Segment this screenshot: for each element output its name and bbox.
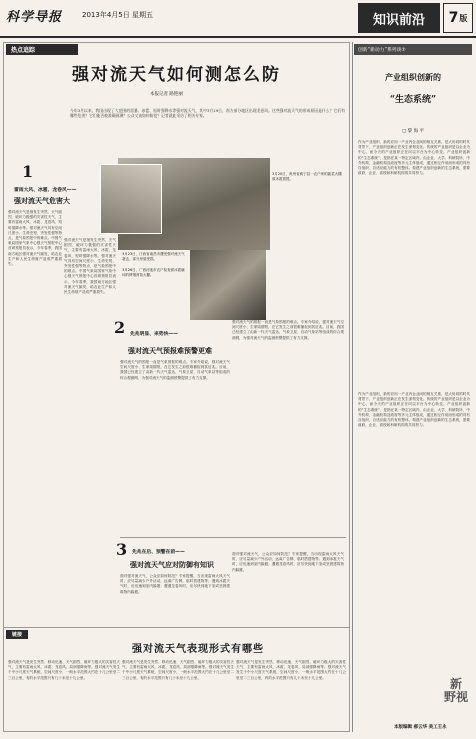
page-number: 7 版: [443, 3, 473, 33]
photo-hail-damage: [190, 250, 266, 320]
photo-caption-3: 3月26日，广西河池市农户检查被冰雹砸坏的烤烟育苗大棚。: [122, 268, 185, 277]
section-rule: [120, 537, 346, 538]
section-number-3: 3: [116, 540, 128, 559]
photo-caption-1: 3月20日，贵州省威宁县一农户家的蔬菜大棚被冰雹损毁。: [272, 172, 342, 181]
lede-paragraph: 今年3月以来，我国出现了大范围的雷暴、冰雹、短时强降水等强对流天气，其中3月19日，南方部分地区出现龙卷风。这些强对流天气的形成原因是什么？它们有哪些危害？它们能否被准确预测？公众又该如何防范？记者就此采访了相关专家。: [70, 108, 345, 119]
column-title-line-1: 产业组织创新的: [385, 72, 441, 82]
column-title-line-2: “生态系统”: [389, 95, 437, 105]
new-vision-stamp: 新 野视: [443, 677, 468, 704]
series-banner: 创新“新动力”系列谈⑦: [354, 44, 472, 55]
section-number-2: 2: [114, 318, 126, 337]
sidebar-body-3: 强对流天气是发生突然、移动迅速、天气剧烈、破坏力极大的灾害性天气，主要有雷雨大风、冰雹、龙卷风、局部强降雨等。强对流天气发生于中小尺度天气系统，空间尺度小，一般水平范围大约在十几公里至二三百公里，有的水平范围只有几十米至十几公里。: [236, 660, 346, 680]
section-1-kicker: 雷雨大风、冰雹、龙卷风——: [14, 188, 77, 193]
byline: 本报记者 路艳丽: [150, 92, 183, 97]
sidebar-headline: 强对流天气表现形式有哪些: [132, 644, 264, 655]
section-3-body: 面对强对流天气，公众应如何防范？专家提醒，当出现雷雨大风天气时，应尽量减少户外活动，远离广告牌、临时搭建物等；遇到冰雹天气时，应迅速到室内躲避；遭遇龙卷风时，应尽快到地下室或坚固建筑物内躲避。: [120, 574, 230, 594]
photo-caption-2: 3月23日，江西省南昌市遭受强对流天气袭击，部分房屋受损。: [122, 252, 185, 261]
newspaper-logo: 科学导报: [6, 10, 63, 25]
page-editor-credit: 本版编辑 郝云华 美工王永: [394, 725, 447, 730]
sidebar-body-2: 强对流天气是发生突然、移动迅速、天气剧烈、破坏力极大的灾害性天气，主要有雷雨大风、冰雹、龙卷风、局部强降雨等。强对流天气发生于中小尺度天气系统，空间尺度小，一般水平范围大约在十几公里至二三百公里，有的水平范围只有几十米至十几公里。: [122, 660, 234, 680]
section-3-kicker: 先兆在后、预警在前——: [132, 550, 185, 555]
column-author: □ 黎 海 平: [402, 129, 425, 134]
hot-topic-tag: 热点追踪: [6, 44, 78, 55]
column-body: 作为产业组织，新的应用一产业内企业间的相互关系，是大协同的时代背景下，产业组织创新正在发生深刻变化。传统的产业组织是以企业为中心，而今天的产业组织正在向以平台为中心转变。产业组织创新的“生态系统”，是指在某一特定区域内，由企业、大学、科研院所、中介机构、金融机构及政府等多元主体组成，通过相互作用而形成的具有自组织、自适应能力的有机整体。构建产业组织创新的生态系统，需要政府、企业、高校和科研机构的共同努力。: [358, 140, 470, 176]
column-divider: [352, 42, 353, 732]
headline: 强对流天气如何测怎么防: [72, 65, 281, 85]
photo-damaged-shed: [100, 164, 162, 234]
sidebar-rule: [4, 627, 349, 628]
sidebar-body: 强对流天气是发生突然、移动迅速、天气剧烈、破坏力极大的灾害性天气，主要有雷雨大风、冰雹、龙卷风、局部强降雨等。强对流天气发生于中小尺度天气系统，空间尺度小，一般水平范围大约在十几公里至二三百公里，有的水平范围只有几十米至十几公里。: [8, 660, 120, 680]
section-title: 知识前沿: [358, 3, 440, 33]
section-number-1: 1: [22, 162, 34, 181]
section-2-title: 强对流天气预报难预警更难: [128, 347, 212, 355]
column-body-cont: 作为产业组织，新的应用一产业内企业间的相互关系，是大协同的时代背景下，产业组织创新正在发生深刻变化。传统的产业组织是以企业为中心，而今天的产业组织正在向以平台为中心转变。产业组织创新的“生态系统”，是指在某一特定区域内，由企业、大学、科研院所、中介机构、金融机构及政府等多元主体组成，通过相互作用而形成的具有自组织、自适应能力的有机整体。构建产业组织创新的生态系统，需要政府、企业、高校和科研机构的共同努力。: [358, 392, 470, 428]
section-1-body: 强对流天气是指发生突然、天气剧烈、破坏力极强的灾害性天气，主要有雷雨大风、冰雹、龙卷风、短时强降水等。强对流天气具有空间尺度小、生命史短、突发性强等特点，是气象预报中的难点。中国气象局国家气象中心强天气预报中心首席预报员表示，今年春季，我国南方地区强对流天气频发，给农业生产和人民生命财产造成严重损失。: [8, 210, 62, 267]
section-2-kicker: 先兆明显、来势快——: [130, 332, 178, 337]
masthead: [0, 0, 476, 38]
section-1-body-cont: 强对流天气是指发生突然、天气剧烈、破坏力极强的灾害性天气，主要有雷雨大风、冰雹、龙卷风、短时强降水等。强对流天气具有空间尺度小、生命史短、突发性强等特点，是气象预报中的难点。中国气象局国家气象中心强天气预报中心首席预报员表示，今年春季，我国南方地区强对流天气频发，给农业生产和人民生命财产造成严重损失。: [64, 238, 116, 295]
section-2-body-cont: 强对流天气的预报一直是气象预报的难点。专家介绍说，强对流天气空间尺度小、生命周期短，在它发生之前很难捕捉到其征兆。目前，我国已经建立了由新一代天气雷达、气象卫星、自动气象站等组成的综合观测网，为强对流天气的监测预警提供了有力支撑。: [232, 320, 344, 340]
link-box-tag: 链接: [6, 630, 28, 639]
section-1-title: 强对流天气危害大: [14, 197, 70, 205]
section-2-body: 强对流天气的预报一直是气象预报的难点。专家介绍说，强对流天气空间尺度小、生命周期短，在它发生之前很难捕捉到其征兆。目前，我国已经建立了由新一代天气雷达、气象卫星、自动气象站等组成的综合观测网，为强对流天气的监测预警提供了有力支撑。: [120, 360, 230, 380]
section-3-title: 强对流天气应对防御有知识: [130, 561, 214, 569]
issue-date: 2013年4月5日 星期五: [82, 11, 153, 19]
section-3-body-cont: 面对强对流天气，公众应如何防范？专家提醒，当出现雷雨大风天气时，应尽量减少户外活动，远离广告牌、临时搭建物等；遇到冰雹天气时，应迅速到室内躲避；遭遇龙卷风时，应尽快到地下室或坚固建筑物内躲避。: [232, 552, 344, 572]
